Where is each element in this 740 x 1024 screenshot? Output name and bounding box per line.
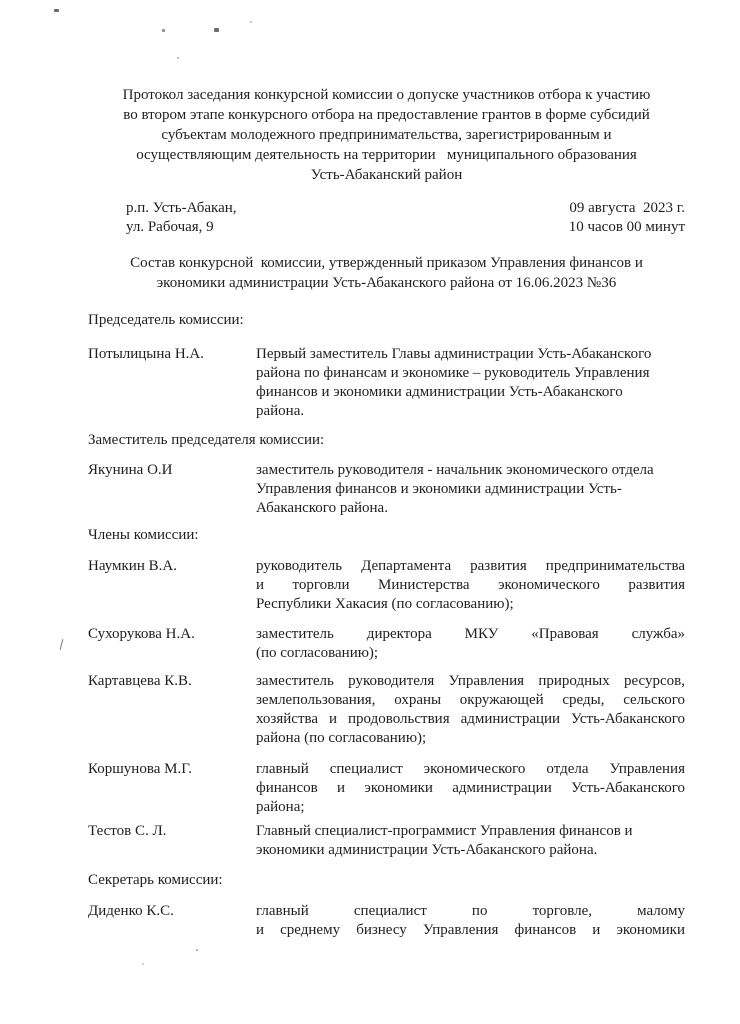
member-role-line: заместитель руководителя Управления природных ресурсов,: [256, 673, 685, 689]
member-role-line: экономики администрации Усть-Абаканского района.: [256, 842, 598, 858]
member-role-line: заместитель руководителя - начальник экономического отдела: [256, 462, 654, 478]
member-role-line: района.: [256, 403, 305, 419]
member-name: Сухорукова Н.А.: [88, 626, 195, 642]
member-name: Диденко К.С.: [88, 903, 174, 919]
member-role: [256, 760, 685, 817]
section-heading-chairman: Председатель комиссии:: [88, 312, 244, 328]
member-role: [256, 672, 685, 748]
member-role-line: Первый заместитель Главы администрации Усть-Абаканского: [256, 346, 652, 362]
meta-row: [88, 199, 685, 237]
commission-member-row: [88, 822, 685, 860]
scan-speck: [214, 28, 219, 32]
member-role: [256, 461, 685, 518]
member-role-line: главный специалист экономического отдела Управления: [256, 761, 685, 777]
place-line: р.п. Усть-Абакан,: [126, 200, 237, 216]
document-title: [88, 85, 685, 185]
member-role-line: землепользования, охраны окружающей среды, сельского: [256, 692, 685, 708]
composition-note: [88, 253, 685, 293]
section-heading-members: Члены комиссии:: [88, 527, 199, 543]
member-role-line: района (по согласованию);: [256, 730, 427, 746]
member-role: [256, 625, 685, 663]
meeting-date: 09 августа 2023 г.: [569, 200, 685, 216]
title-line: осуществляющим деятельность на территории муниципального образования: [136, 147, 637, 163]
composition-note-line: Состав конкурсной комиссии, утвержденный приказом Управления финансов и: [130, 255, 643, 271]
member-role-line: района по финансам и экономике – руководитель Управления: [256, 365, 650, 381]
commission-member-row: [88, 345, 685, 421]
meeting-place: [126, 199, 237, 237]
scan-speck: [142, 963, 144, 965]
member-name: Якунина О.И: [88, 462, 173, 478]
member-role-line: и торговли Министерства экономического развития: [256, 577, 685, 593]
member-role-line: главный специалист по торговле, малому: [256, 903, 685, 919]
scan-speck: [196, 949, 198, 951]
commission-member-row: [88, 557, 685, 614]
scan-speck: [177, 57, 179, 59]
member-name: Картавцева К.В.: [88, 673, 192, 689]
scan-slash-mark: [60, 639, 64, 650]
member-name: Тестов С. Л.: [88, 823, 167, 839]
place-line: ул. Рабочая, 9: [126, 219, 214, 235]
member-role-line: Управления финансов и экономики администрации Усть-: [256, 481, 622, 497]
member-role-line: и среднему бизнесу Управления финансов и экономики: [256, 922, 685, 938]
member-role-line: финансов и экономики администрации Усть-Абаканского: [256, 384, 623, 400]
member-role-line: заместитель директора МКУ «Правовая служба»: [256, 626, 685, 642]
member-role: [256, 822, 685, 860]
member-role: [256, 902, 685, 940]
scan-speck: [162, 29, 165, 32]
member-role-line: Главный специалист-программист Управления финансов и: [256, 823, 633, 839]
section-heading-deputy-chairman: Заместитель председателя комиссии:: [88, 432, 325, 448]
member-role-line: руководитель Департамента развития предпринимательства: [256, 558, 685, 574]
title-line: Усть-Абаканский район: [310, 167, 463, 183]
scan-speck: [250, 21, 252, 23]
member-role: [256, 557, 685, 614]
member-name: Потылицына Н.А.: [88, 346, 204, 362]
commission-member-row: [88, 461, 685, 518]
commission-member-row: [88, 902, 685, 940]
document-content: [88, 85, 685, 940]
commission-member-row: [88, 625, 685, 663]
member-role: [256, 345, 685, 421]
scan-speck: [54, 9, 59, 12]
member-name: Коршунова М.Г.: [88, 761, 192, 777]
title-line: во втором этапе конкурсного отбора на предоставление грантов в форме субсидий: [123, 107, 650, 123]
title-line: субъектам молодежного предпринимательства, зарегистрированным и: [161, 127, 612, 143]
member-role-line: района;: [256, 799, 305, 815]
member-role-line: Республики Хакасия (по согласованию);: [256, 596, 514, 612]
meeting-time: 10 часов 00 минут: [568, 219, 685, 235]
title-line: Протокол заседания конкурсной комиссии о допуске участников отбора к участию: [122, 87, 651, 103]
commission-member-row: [88, 760, 685, 817]
member-role-line: хозяйства и продовольствия администрации Усть-Абаканского: [256, 711, 685, 727]
composition-note-line: экономики администрации Усть-Абаканского района от 16.06.2023 №36: [156, 275, 617, 291]
member-name: Наумкин В.А.: [88, 558, 177, 574]
member-role-line: финансов и экономики администрации Усть-Абаканского: [256, 780, 685, 796]
member-role-line: Абаканского района.: [256, 500, 388, 516]
section-heading-secretary: Секретарь комиссии:: [88, 872, 223, 888]
meeting-datetime: [569, 199, 685, 237]
member-role-line: (по согласованию);: [256, 645, 379, 661]
commission-member-row: [88, 672, 685, 748]
